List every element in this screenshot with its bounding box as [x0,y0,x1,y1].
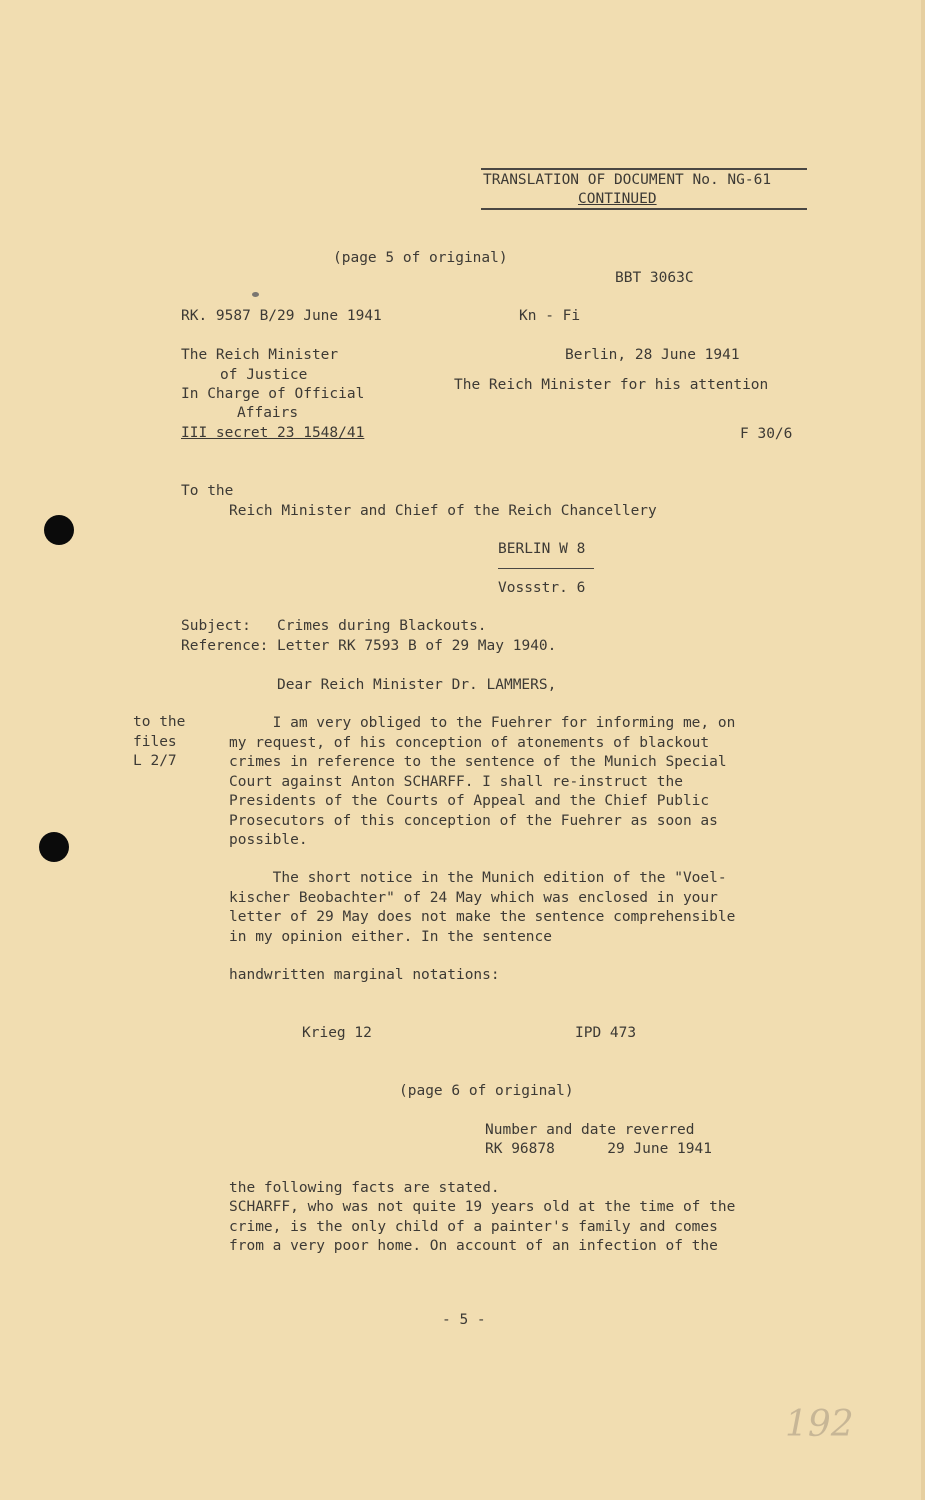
header-continued: CONTINUED [578,191,657,207]
document-header [481,168,807,210]
body-p1-line-5: Presidents of the Courts of Appeal and the Chief Public [229,793,710,809]
margin-note-line-1: to the [133,714,186,730]
file-code: F 30/6 [740,426,793,442]
address-rule [498,568,594,569]
page2-line-1: the following facts are stated. [229,1180,500,1196]
body-p1-line-1: I am very obliged to the Fuehrer for informing me, on [229,715,736,731]
salutation: Dear Reich Minister Dr. LAMMERS, [277,677,557,693]
archive-stamp-number: 192 [785,1404,854,1445]
file-number: III secret 23 1548/41 [181,425,365,441]
address-city: BERLIN W 8 [498,541,586,557]
body-p2-line-3: letter of 29 May does not make the sentence comprehensible [229,909,736,925]
address-to: To the [181,483,234,499]
page-marker-original-5: (page 5 of original) [333,250,508,266]
sender-line-1: The Reich Minister [181,347,339,363]
typist-initials: Kn - Fi [519,308,581,324]
doc-code: BBT 3063C [615,270,694,286]
margin-note-line-2: files [133,734,177,750]
punch-hole-top [44,515,74,545]
page2-line-2: SCHARFF, who was not quite 19 years old at the time of the [229,1199,736,1215]
reference-number: RK. 9587 B/29 June 1941 [181,308,382,324]
body-p1-line-6: Prosecutors of this conception of the Fuehrer as soon as [229,813,718,829]
body-p2-line-1: The short notice in the Munich edition of the "Voel- [229,870,727,886]
page2-line-3: crime, is the only child of a painter's family and comes [229,1219,718,1235]
ink-smudge [252,292,259,297]
number-date-label: Number and date reverred [485,1122,695,1138]
notations-label: handwritten marginal notations: [229,967,500,983]
body-p1-line-4: Court against Anton SCHARFF. I shall re-instruct the [229,774,683,790]
address-recipient: Reich Minister and Chief of the Reich Chancellery [229,503,657,519]
sender-line-2: of Justice [220,367,308,383]
page-edge-shadow [921,0,925,1500]
header-title: TRANSLATION OF DOCUMENT No. NG-61 [483,172,772,188]
punch-hole-bottom [39,832,69,862]
address-street: Vossstr. 6 [498,580,586,596]
page-number: - 5 - [442,1312,486,1328]
page2-line-4: from a very poor home. On account of an infection of the [229,1238,718,1254]
place-date: Berlin, 28 June 1941 [565,347,740,363]
header-bottom-rule [481,208,807,210]
margin-note-line-3: L 2/7 [133,753,177,769]
sender-line-3: In Charge of Official [181,386,365,402]
body-p1-line-2: my request, of his conception of atonements of blackout [229,735,710,751]
notation-right: IPD 473 [575,1025,637,1041]
sender-line-4: Affairs [237,405,299,421]
notation-left: Krieg 12 [302,1025,372,1041]
body-p2-line-4: in my opinion either. In the sentence [229,929,553,945]
page-marker-original-6: (page 6 of original) [399,1083,574,1099]
subject-line: Subject: Crimes during Blackouts. [181,618,487,634]
body-p1-line-7: possible. [229,832,308,848]
body-p2-line-2: kischer Beobachter" of 24 May which was enclosed in your [229,890,718,906]
body-p1-line-3: crimes in reference to the sentence of the Munich Special [229,754,727,770]
reference-line: Reference: Letter RK 7593 B of 29 May 1940. [181,638,557,654]
number-date-value: RK 96878 29 June 1941 [485,1141,712,1157]
attention-note: The Reich Minister for his attention [454,377,769,393]
